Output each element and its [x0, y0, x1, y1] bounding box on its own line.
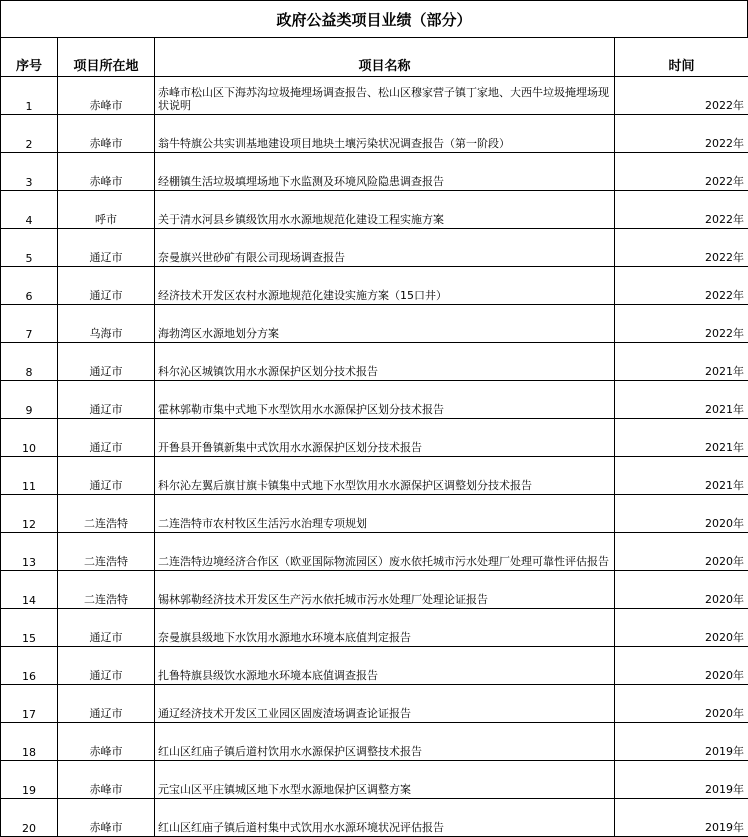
cell-time: 2022年 — [615, 77, 748, 115]
cell-name — [155, 495, 615, 533]
cell-name — [155, 685, 615, 723]
cell-no: 2 — [1, 115, 58, 153]
cell-name — [155, 153, 615, 191]
cell-name — [155, 267, 615, 305]
cell-time: 2022年 — [615, 191, 748, 229]
cell-no: 5 — [1, 229, 58, 267]
project-name-text: 红山区红庙子镇后道村饮用水水源保护区调整技术报告 — [158, 745, 614, 758]
table-row — [1, 229, 748, 267]
cell-location: 赤峰市 — [58, 115, 155, 153]
cell-time: 2019年 — [615, 799, 748, 837]
cell-no: 1 — [1, 77, 58, 115]
cell-time: 2022年 — [615, 267, 748, 305]
project-name-text: 霍林郭勒市集中式地下水型饮用水水源保护区划分技术报告 — [158, 403, 614, 416]
cell-no: 16 — [1, 647, 58, 685]
cell-no: 13 — [1, 533, 58, 571]
cell-name — [155, 609, 615, 647]
cell-no: 3 — [1, 153, 58, 191]
cell-no: 15 — [1, 609, 58, 647]
header-location: 项目所在地 — [58, 38, 155, 77]
project-name-text: 经济技术开发区农村水源地规范化建设实施方案（15口井） — [158, 289, 614, 302]
project-table — [0, 37, 748, 837]
table-row — [1, 685, 748, 723]
cell-no: 19 — [1, 761, 58, 799]
cell-name — [155, 115, 615, 153]
header-row — [1, 38, 748, 77]
project-name-text: 奈曼旗兴世砂矿有限公司现场调查报告 — [158, 251, 614, 264]
project-name-text: 扎鲁特旗县级饮水源地水环境本底值调查报告 — [158, 669, 614, 682]
project-name-text: 红山区红庙子镇后道村集中式饮用水水源环境状况评估报告 — [158, 821, 614, 834]
project-name-text: 奈曼旗县级地下水饮用水源地水环境本底值判定报告 — [158, 631, 614, 644]
table-row — [1, 191, 748, 229]
cell-location: 通辽市 — [58, 685, 155, 723]
cell-time: 2020年 — [615, 571, 748, 609]
cell-no: 14 — [1, 571, 58, 609]
cell-name — [155, 343, 615, 381]
table-row — [1, 267, 748, 305]
table-row — [1, 77, 748, 115]
project-name-text: 通辽经济技术开发区工业园区固废渣场调查论证报告 — [158, 707, 614, 720]
table-row — [1, 571, 748, 609]
table-row — [1, 799, 748, 837]
cell-location: 二连浩特 — [58, 495, 155, 533]
table-row — [1, 305, 748, 343]
table-row — [1, 495, 748, 533]
cell-name — [155, 647, 615, 685]
table-row — [1, 343, 748, 381]
table-title: 政府公益类项目业绩（部分） — [0, 0, 748, 38]
cell-location: 通辽市 — [58, 647, 155, 685]
table-row — [1, 153, 748, 191]
table-row — [1, 381, 748, 419]
cell-location: 通辽市 — [58, 419, 155, 457]
cell-time: 2020年 — [615, 647, 748, 685]
cell-name — [155, 571, 615, 609]
cell-time: 2020年 — [615, 533, 748, 571]
cell-time: 2019年 — [615, 761, 748, 799]
table-row — [1, 609, 748, 647]
header-time: 时间 — [615, 38, 748, 77]
cell-time: 2020年 — [615, 609, 748, 647]
project-name-text: 锡林郭勒经济技术开发区生产污水依托城市污水处理厂处理论证报告 — [158, 593, 614, 606]
cell-name — [155, 457, 615, 495]
header-no: 序号 — [1, 38, 58, 77]
cell-time: 2020年 — [615, 495, 748, 533]
cell-name — [155, 761, 615, 799]
cell-location: 二连浩特 — [58, 571, 155, 609]
cell-name — [155, 723, 615, 761]
project-name-text: 二连浩特边境经济合作区（欧亚国际物流园区）废水依托城市污水处理厂处理可靠性评估报告 — [158, 555, 614, 568]
header-name: 项目名称 — [155, 38, 615, 77]
cell-name — [155, 799, 615, 837]
cell-location: 赤峰市 — [58, 77, 155, 115]
cell-name — [155, 381, 615, 419]
cell-no: 17 — [1, 685, 58, 723]
cell-name — [155, 305, 615, 343]
cell-location: 通辽市 — [58, 381, 155, 419]
table-row — [1, 115, 748, 153]
cell-name — [155, 419, 615, 457]
project-name-text: 关于清水河县乡镇级饮用水水源地规范化建设工程实施方案 — [158, 213, 614, 226]
project-name-text: 经棚镇生活垃圾填埋场地下水监测及环境风险隐患调查报告 — [158, 175, 614, 188]
project-name-text: 海勃湾区水源地划分方案 — [158, 327, 614, 340]
cell-location: 通辽市 — [58, 343, 155, 381]
cell-no: 9 — [1, 381, 58, 419]
cell-time: 2021年 — [615, 457, 748, 495]
cell-no: 11 — [1, 457, 58, 495]
cell-location: 二连浩特 — [58, 533, 155, 571]
cell-location: 呼市 — [58, 191, 155, 229]
cell-no: 10 — [1, 419, 58, 457]
cell-no: 8 — [1, 343, 58, 381]
cell-no: 4 — [1, 191, 58, 229]
cell-location: 乌海市 — [58, 305, 155, 343]
cell-name — [155, 229, 615, 267]
cell-location: 赤峰市 — [58, 153, 155, 191]
cell-time: 2022年 — [615, 153, 748, 191]
cell-location: 通辽市 — [58, 457, 155, 495]
cell-no: 18 — [1, 723, 58, 761]
project-name-text: 翁牛特旗公共实训基地建设项目地块土壤污染状况调查报告（第一阶段） — [158, 137, 614, 150]
cell-no: 7 — [1, 305, 58, 343]
cell-name — [155, 191, 615, 229]
project-name-text: 科尔沁区城镇饮用水水源保护区划分技术报告 — [158, 365, 614, 378]
cell-location: 通辽市 — [58, 609, 155, 647]
table-row — [1, 761, 748, 799]
cell-time: 2022年 — [615, 305, 748, 343]
table-row — [1, 533, 748, 571]
table-row — [1, 457, 748, 495]
cell-time: 2022年 — [615, 115, 748, 153]
cell-time: 2020年 — [615, 685, 748, 723]
cell-no: 12 — [1, 495, 58, 533]
table-body — [1, 77, 748, 837]
project-name-text: 科尔沁左翼后旗甘旗卡镇集中式地下水型饮用水水源保护区调整划分技术报告 — [158, 479, 614, 492]
cell-location: 赤峰市 — [58, 799, 155, 837]
cell-time: 2022年 — [615, 229, 748, 267]
table-row — [1, 647, 748, 685]
cell-time: 2021年 — [615, 343, 748, 381]
table-row — [1, 723, 748, 761]
cell-time: 2021年 — [615, 419, 748, 457]
table-row — [1, 419, 748, 457]
cell-no: 6 — [1, 267, 58, 305]
cell-location: 赤峰市 — [58, 761, 155, 799]
cell-location: 通辽市 — [58, 229, 155, 267]
project-name-text: 二连浩特市农村牧区生活污水治理专项规划 — [158, 517, 614, 530]
cell-location: 通辽市 — [58, 267, 155, 305]
project-name-text: 元宝山区平庄镇城区地下水型水源地保护区调整方案 — [158, 783, 614, 796]
project-name-text: 赤峰市松山区下海苏沟垃圾掩埋场调查报告、松山区穆家营子镇丁家地、大西牛垃圾掩埋场现状说明 — [158, 86, 614, 112]
cell-no: 20 — [1, 799, 58, 837]
cell-time: 2021年 — [615, 381, 748, 419]
cell-name — [155, 77, 615, 115]
cell-name — [155, 533, 615, 571]
project-name-text: 开鲁县开鲁镇新集中式饮用水水源保护区划分技术报告 — [158, 441, 614, 454]
cell-location: 赤峰市 — [58, 723, 155, 761]
cell-time: 2019年 — [615, 723, 748, 761]
